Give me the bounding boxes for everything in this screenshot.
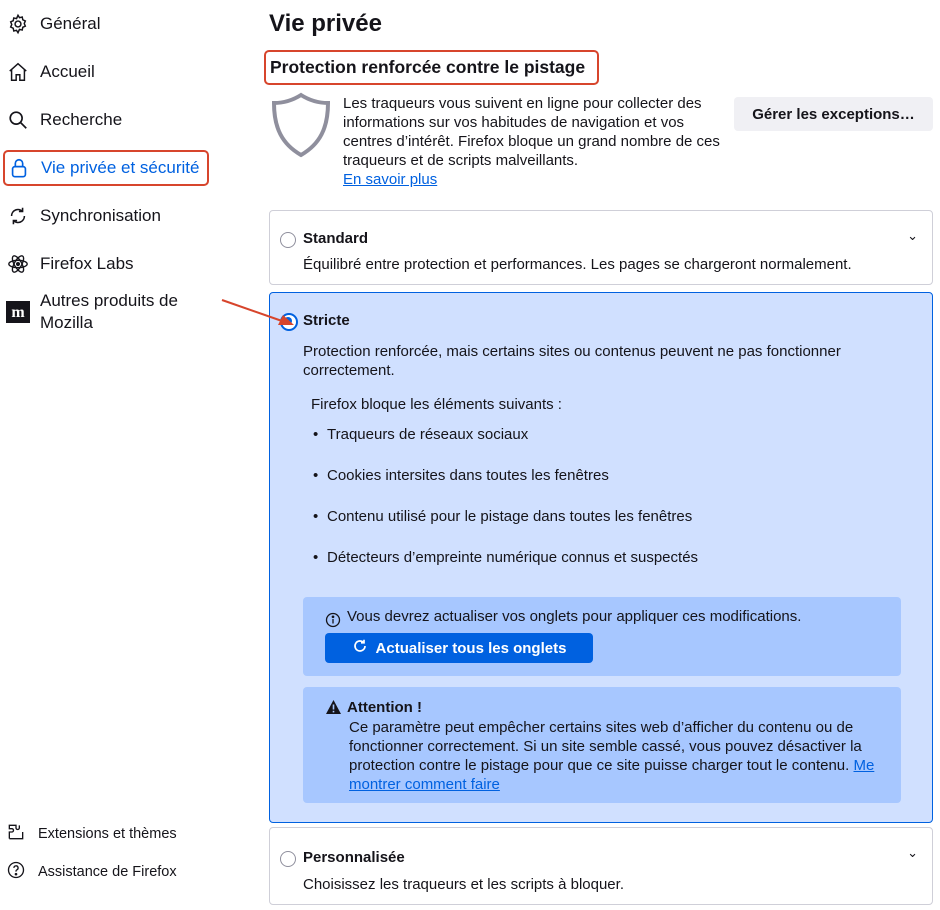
sidebar-item-label: Synchronisation (40, 206, 161, 225)
option-title: Standard (303, 230, 369, 247)
option-title: Stricte (303, 312, 350, 329)
gear-icon (6, 12, 30, 36)
option-strict[interactable] (269, 292, 933, 823)
warning-icon (325, 699, 342, 720)
reload-icon (352, 638, 368, 658)
svg-text:m: m (11, 304, 25, 321)
sidebar-item-firefox-labs[interactable] (6, 252, 134, 276)
mozilla-logo-icon (6, 300, 30, 324)
sidebar-item-search[interactable] (6, 108, 122, 132)
reload-notice-text: Vous devrez actualiser vos onglets pour appliquer ces modifications. (347, 608, 802, 625)
sidebar-item-label: Accueil (40, 62, 95, 81)
search-icon (6, 108, 30, 132)
sidebar-item-label: Général (40, 14, 101, 33)
list-item: • Traqueurs de réseaux sociaux (327, 426, 528, 443)
option-title: Personnalisée (303, 849, 405, 866)
sidebar-footer-extensions[interactable]: Extensions et thèmes (6, 822, 177, 846)
show-me-how-link[interactable]: Me montrer comment faire (349, 757, 875, 793)
option-description: Choisissez les traqueurs et les scripts à bloquer. (303, 876, 624, 893)
chevron-down-icon[interactable]: ⌄ (907, 845, 918, 860)
option-custom[interactable] (269, 827, 933, 905)
list-item: • Détecteurs d’empreinte numérique connus et suspectés (327, 549, 698, 566)
option-description: Équilibré entre protection et performances. Les pages se chargeront normalement. (303, 256, 852, 273)
sync-icon (6, 204, 30, 228)
section-title: Protection renforcée contre le pistage (264, 50, 599, 85)
chevron-down-icon[interactable]: ⌄ (907, 228, 918, 243)
sidebar-item-label: Firefox Labs (40, 254, 134, 273)
page-title: Vie privée (269, 10, 382, 37)
standard-radio[interactable] (280, 232, 296, 248)
reload-notice-box (303, 597, 901, 676)
sidebar-item-privacy[interactable] (3, 150, 209, 186)
warning-text: Ce paramètre peut empêcher certains sites web d’afficher du contenu ou de fonctionner correctement. Si un site semble cassé, vous pouvez désactiver la protection contre le pistage pour que ce site puisse charger tout le contenu. Me montrer comment faire (349, 719, 875, 793)
puzzle-icon (6, 822, 26, 846)
option-standard[interactable] (269, 210, 933, 285)
sidebar-item-label: Vie privée et sécurité (41, 158, 200, 177)
sidebar-item-label: Recherche (40, 110, 123, 129)
warning-title: Attention ! (347, 699, 422, 716)
sidebar-item-home[interactable] (6, 60, 95, 84)
list-item: • Cookies intersites dans toutes les fenêtres (327, 467, 609, 484)
list-item: • Contenu utilisé pour le pistage dans toutes les fenêtres (327, 508, 692, 525)
shield-icon (270, 92, 332, 163)
warning-box (303, 687, 901, 803)
option-description: Protection renforcée, mais certains sites ou contenus peuvent ne pas fonctionner correctement. (303, 343, 841, 379)
learn-more-link[interactable]: En savoir plus (343, 171, 438, 188)
blocks-heading: Firefox bloque les éléments suivants : (311, 396, 562, 413)
sidebar-footer-support[interactable]: Assistance de Firefox (6, 860, 177, 884)
tracking-description: Les traqueurs vous suivent en ligne pour collecter des informations sur vos habitudes de navigation et vos centres d’intérêt. Firefox bloque un grand nombre de ces traqueurs et de scripts malveillants. En savoir plus (343, 95, 720, 188)
annotation-arrow-icon (220, 296, 300, 330)
atom-icon (6, 252, 30, 276)
reload-all-tabs-button[interactable]: Actualiser tous les onglets (325, 633, 593, 663)
manage-exceptions-button[interactable]: Gérer les exceptions… (734, 97, 933, 131)
home-icon (6, 60, 30, 84)
lock-icon (7, 156, 31, 180)
info-icon (325, 612, 341, 633)
sidebar-item-label: Autres produits de Mozilla (40, 291, 178, 332)
sidebar-item-mozilla-products[interactable] (6, 290, 178, 334)
sidebar-item-general[interactable] (6, 12, 100, 36)
custom-radio[interactable] (280, 851, 296, 867)
help-icon (6, 860, 26, 884)
sidebar-item-sync[interactable] (6, 204, 161, 228)
